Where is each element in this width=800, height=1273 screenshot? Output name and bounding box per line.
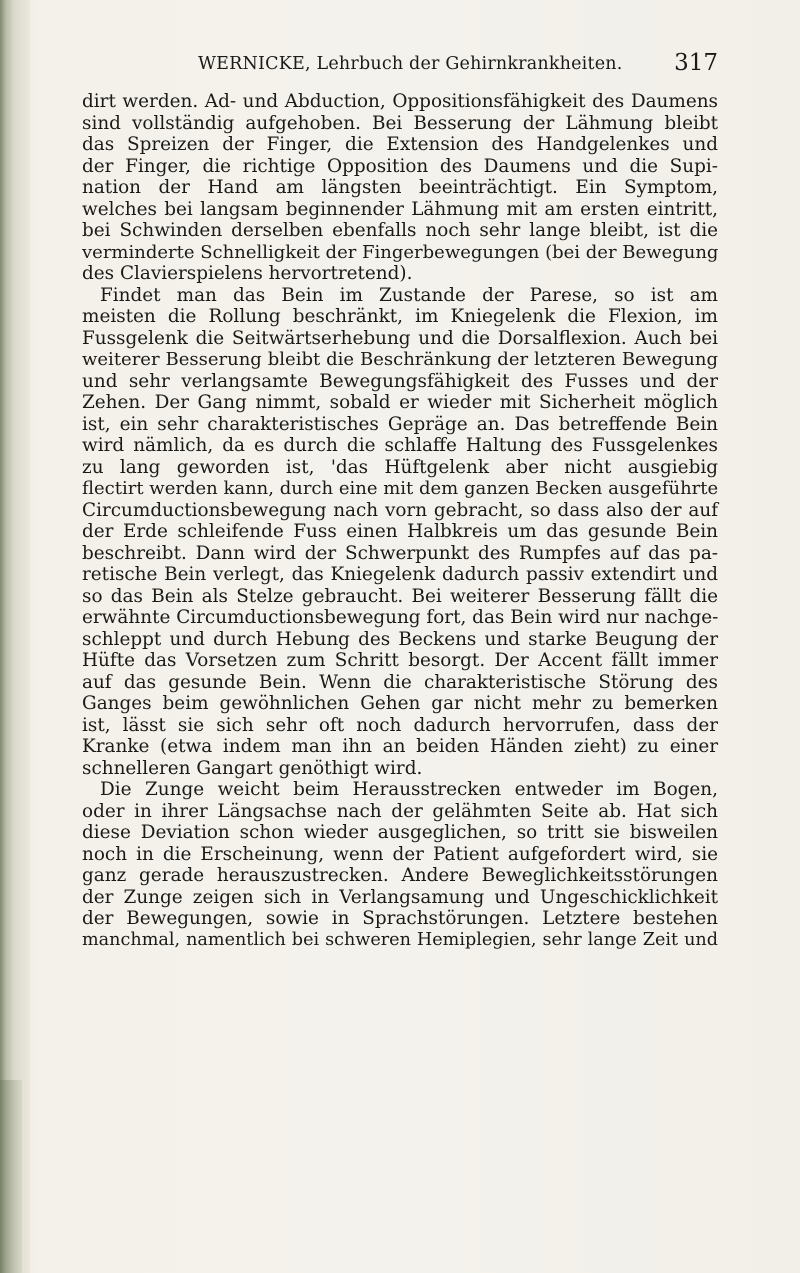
text-line: zu lang geworden ist, 'das Hüftgelenk aber nicht ausgiebig xyxy=(82,456,718,478)
text-line: welches bei langsam beginnender Lähmung mit am ersten eintritt, xyxy=(82,198,718,220)
text-line: diese Deviation schon wieder ausgeglichen, so tritt sie bisweilen xyxy=(82,822,718,843)
text-line: Circumductionsbewegung nach vorn gebracht, so dass also der auf xyxy=(82,499,718,521)
text-line: oder in ihrer Längsachse nach der gelähmten Seite ab. Hat sich xyxy=(82,800,718,822)
body-text xyxy=(82,91,718,951)
text-line: schleppt und durch Hebung des Beckens und starke Beugung der xyxy=(82,628,718,650)
text-line: des Clavierspielens hervortretend). xyxy=(82,263,413,284)
text-line: so das Bein als Stelze gebraucht. Bei weiterer Besserung fällt die xyxy=(82,585,718,607)
text-line: wird nämlich, da es durch die schlaffe Haltung des Fussgelenkes xyxy=(82,435,718,456)
text-line: Fussgelenk die Seitwärtserhebung und die Dorsalflexion. Auch bei xyxy=(82,327,718,349)
text-line: dirt werden. Ad- und Abduction, Oppositionsfähigkeit des Daumens xyxy=(82,91,718,112)
text-line: weiterer Besserung bleibt die Beschränkung der letzteren Bewegung xyxy=(82,349,718,370)
text-line: auf das gesunde Bein. Wenn die charakteristische Störung des xyxy=(82,671,718,693)
text-line: schnelleren Gangart genöthigt wird. xyxy=(82,757,423,779)
text-line: flectirt werden kann, durch eine mit dem ganzen Becken ausgeführte xyxy=(82,478,719,499)
text-line: noch in die Erscheinung, wenn der Patient aufgefordert wird, sie xyxy=(82,843,718,865)
text-line: ist, ein sehr charakteristisches Gepräge an. Das betreffende Bein xyxy=(82,413,718,435)
text-line: der Erde schleifende Fuss einen Halbkreis um das gesunde Bein xyxy=(82,521,718,542)
page-number: 317 xyxy=(674,50,718,76)
text-line: Kranke (etwa indem man ihn an beiden Händen zieht) zu einer xyxy=(82,736,718,757)
text-line: der Zunge zeigen sich in Verlangsamung und Ungeschicklichkeit xyxy=(82,886,718,908)
text-line: das Spreizen der Finger, die Extension des Handgelenkes und xyxy=(82,134,718,155)
running-head xyxy=(198,50,718,80)
text-line: Die Zunge weicht beim Herausstrecken entweder im Bogen, xyxy=(100,779,718,800)
text-line: bei Schwinden derselben ebenfalls noch sehr lange bleibt, ist die xyxy=(82,220,718,241)
text-line: ganz gerade herauszustrecken. Andere Beweglichkeitsstörungen xyxy=(82,865,718,886)
binding-edge xyxy=(0,0,30,1273)
text-line: nation der Hand am längsten beeinträchtigt. Ein Symptom, xyxy=(82,177,718,198)
text-line: erwähnte Circumductionsbewegung fort, das Bein wird nur nachge- xyxy=(82,607,719,628)
text-line: sind vollständig aufgehoben. Bei Besserung der Lähmung bleibt xyxy=(82,112,718,134)
text-line: Zehen. Der Gang nimmt, sobald er wieder mit Sicherheit möglich xyxy=(82,392,718,413)
text-line: Hüfte das Vorsetzen zum Schritt besorgt. Der Accent fällt immer xyxy=(82,650,718,671)
text-line: Ganges beim gewöhnlichen Gehen gar nicht mehr zu bemerken xyxy=(82,693,718,714)
text-line: Findet man das Bein im Zustande der Parese, so ist am xyxy=(100,284,718,306)
text-line: retische Bein verlegt, das Kniegelenk dadurch passiv extendirt und xyxy=(82,564,718,585)
text-line: verminderte Schnelligkeit der Fingerbewegungen (bei der Bewegung xyxy=(82,241,719,263)
text-line: der Bewegungen, sowie in Sprachstörungen. Letztere bestehen xyxy=(82,908,718,929)
text-line: der Finger, die richtige Opposition des Daumens und die Supi- xyxy=(82,155,718,177)
text-line: und sehr verlangsamte Bewegungsfähigkeit des Fusses und der xyxy=(82,370,718,392)
text-line: ist, lässt sie sich sehr oft noch dadurch hervorrufen, dass der xyxy=(82,714,718,736)
text-line: meisten die Rollung beschränkt, im Kniegelenk die Flexion, im xyxy=(82,306,718,327)
text-line: beschreibt. Dann wird der Schwerpunkt des Rumpfes auf das pa- xyxy=(82,542,718,564)
text-line: manchmal, namentlich bei schweren Hemiplegien, sehr lange Zeit und xyxy=(82,929,718,950)
running-head-title: WERNICKE, Lehrbuch der Gehirnkrankheiten. xyxy=(198,54,623,74)
